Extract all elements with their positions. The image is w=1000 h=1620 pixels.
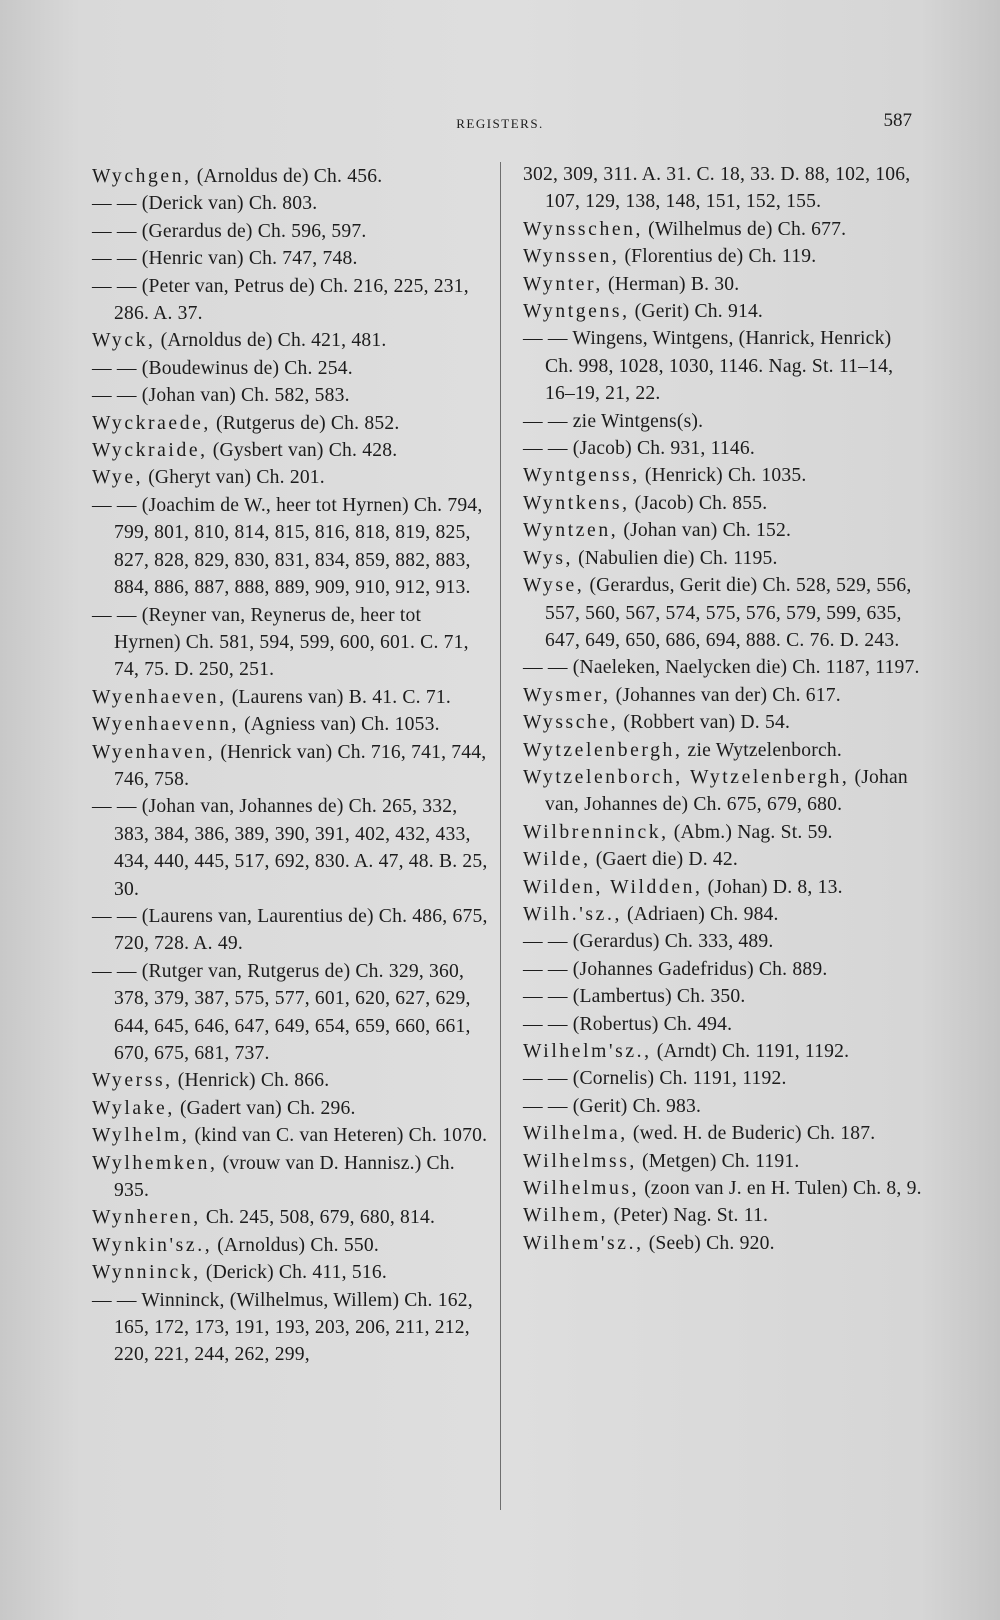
- entry-headword: Wylake,: [92, 1097, 175, 1119]
- entry-references: (kind van C. van Heteren) Ch. 1070.: [189, 1125, 488, 1147]
- entry-headword: Wytzelenbergh,: [523, 739, 683, 761]
- entry-references: zie Wytzelenborch.: [682, 739, 842, 761]
- entry-headword: Wilden, Wildden,: [523, 876, 703, 898]
- index-entry: [523, 216, 923, 243]
- index-entry: [523, 1011, 923, 1038]
- entry-headword: Wyckraide,: [92, 440, 208, 462]
- entry-headword: Wilbrenninck,: [523, 821, 669, 843]
- index-entry: [523, 874, 923, 901]
- entry-references: (Wilhelmus de) Ch. 677.: [643, 218, 847, 240]
- entry-headword: Wyntzen,: [523, 520, 619, 542]
- index-entry: [523, 819, 923, 846]
- index-entry: [523, 682, 923, 709]
- index-entry: [523, 462, 923, 489]
- index-entry: [92, 684, 492, 711]
- entry-references: — — (Gerardus de) Ch. 596, 597.: [92, 220, 367, 242]
- entry-references: (Gerardus, Gerit die) Ch. 528, 529, 556, 557, 560, 567, 574, 575, 576, 579, 599, 635, 647, 649, 650, 686, 694, 888. C. 76. D. 243.: [545, 575, 912, 651]
- index-entry: [92, 711, 492, 738]
- entry-headword: Wyenhaven,: [92, 741, 216, 763]
- index-entry: [92, 163, 492, 190]
- index-entry: [92, 382, 492, 409]
- index-entry: [92, 492, 492, 602]
- entry-references: — — (Robertus) Ch. 494.: [523, 1013, 733, 1035]
- entry-references: (Gysbert van) Ch. 428.: [207, 440, 398, 462]
- entry-references: — — (Reyner van, Reynerus de, heer tot Hyrnen) Ch. 581, 594, 599, 600, 601. C. 71, 74, 75. D. 250, 251.: [92, 604, 469, 681]
- entry-references: — — (Johan van, Johannes de) Ch. 265, 332, 383, 384, 386, 389, 390, 391, 402, 432, 433, 434, 440, 445, 517, 692, 830. A. 47, 48. B. 25, 30.: [92, 796, 488, 900]
- entry-headword: Wylhemken,: [92, 1152, 218, 1174]
- index-entry: [523, 764, 923, 819]
- entry-references: — — (Johan van) Ch. 582, 583.: [92, 385, 350, 407]
- entry-references: (Johan) D. 8, 13.: [702, 876, 843, 898]
- entry-references: (vrouw van D. Hannisz.) Ch. 935.: [114, 1152, 455, 1202]
- entry-references: — — (Peter van, Petrus de) Ch. 216, 225, 231, 286. A. 37.: [92, 275, 469, 325]
- entry-headword: Wychgen,: [92, 166, 192, 187]
- index-entry: [523, 243, 923, 270]
- index-entry: [92, 355, 492, 382]
- index-entry: [523, 956, 923, 983]
- page-header: [0, 108, 1000, 138]
- entry-references: (Henrick van) Ch. 716, 741, 744, 746, 758.: [114, 741, 487, 790]
- entry-headword: Wilhelm'sz.,: [523, 1041, 652, 1062]
- index-entry: [92, 190, 492, 217]
- index-entry: [92, 1095, 492, 1122]
- index-entry: [523, 545, 923, 572]
- entry-references: (Florentius de) Ch. 119.: [619, 246, 817, 268]
- entry-headword: Wyntgenss,: [523, 465, 640, 487]
- index-entry: [523, 1175, 923, 1202]
- entry-references: (Herman) B. 30.: [602, 273, 740, 295]
- entry-references: — — (Gerit) Ch. 983.: [523, 1095, 702, 1117]
- entry-references: (zoon van J. en H. Tulen) Ch. 8, 9.: [639, 1178, 922, 1200]
- entry-references: — — (Laurens van, Laurentius de) Ch. 486, 675, 720, 728. A. 49.: [92, 905, 488, 955]
- index-entry: [523, 572, 923, 654]
- entry-headword: Wilhem'sz.,: [523, 1232, 644, 1254]
- index-entry: [92, 1150, 492, 1205]
- entry-headword: Wyck,: [92, 330, 156, 352]
- entry-references: (Agniess van) Ch. 1053.: [238, 714, 440, 736]
- entry-references: (Arnoldus de) Ch. 421, 481.: [155, 330, 387, 352]
- entry-headword: Wilhelmus,: [523, 1178, 640, 1200]
- entry-references: — — Winninck, (Wilhelmus, Willem) Ch. 162, 165, 172, 173, 191, 193, 203, 206, 211, 212, 220, 221, 244, 262, 299,: [92, 1289, 473, 1366]
- index-entry: [92, 327, 492, 354]
- index-entry: [92, 602, 492, 684]
- entry-references: (Henrick) Ch. 1035.: [639, 465, 807, 487]
- entry-headword: Wys,: [523, 547, 574, 569]
- entry-references: (Jacob) Ch. 855.: [629, 492, 768, 514]
- entry-headword: Wynsschen,: [523, 218, 644, 240]
- index-entry: [523, 983, 923, 1010]
- index-entry: [523, 1038, 923, 1065]
- index-entry: [523, 1148, 923, 1175]
- entry-references: — — (Cornelis) Ch. 1191, 1192.: [523, 1068, 787, 1090]
- entry-headword: Wilhelma,: [523, 1123, 628, 1145]
- entry-references: (Johan van) Ch. 152.: [618, 520, 792, 542]
- index-entry: [523, 408, 923, 435]
- index-entry: [523, 1202, 923, 1229]
- entry-references: — — Wingens, Wintgens, (Hanrick, Henrick) Ch. 998, 1028, 1030, 1146. Nag. St. 11–14, 16–19, 21, 22.: [523, 328, 894, 405]
- entry-headword: Wilde,: [523, 849, 591, 871]
- entry-references: (Gheryt van) Ch. 201.: [143, 467, 325, 489]
- entry-references: (Derick) Ch. 411, 516.: [200, 1262, 387, 1284]
- entry-headword: Wysmer,: [523, 684, 611, 706]
- index-entry: [523, 928, 923, 955]
- column-divider: [500, 162, 501, 1510]
- page-number: 587: [883, 110, 912, 131]
- entry-headword: Wyerss,: [92, 1070, 173, 1092]
- index-entry: [523, 1230, 923, 1257]
- entry-headword: Wyssche,: [523, 712, 619, 734]
- index-entry: [92, 1204, 492, 1231]
- entry-references: (Abm.) Nag. St. 59.: [668, 821, 833, 843]
- index-entry: [523, 709, 923, 736]
- entry-references: (Seeb) Ch. 920.: [643, 1232, 775, 1254]
- index-entry: [523, 435, 923, 462]
- entry-references: (Johan van, Johannes de) Ch. 675, 679, 680.: [545, 766, 908, 816]
- index-entry: [523, 846, 923, 873]
- entry-references: 302, 309, 311. A. 31. C. 18, 33. D. 88, 102, 106, 107, 129, 138, 148, 151, 152, 155.: [523, 164, 911, 213]
- index-entry: [523, 298, 923, 325]
- index-entry: [92, 437, 492, 464]
- entry-headword: Wylhelm,: [92, 1125, 190, 1147]
- entry-references: (Johannes van der) Ch. 617.: [610, 684, 841, 706]
- entry-references: (Laurens van) B. 41. C. 71.: [226, 686, 451, 708]
- index-entry: [523, 654, 923, 681]
- entry-headword: Wynter,: [523, 273, 603, 295]
- running-title: REGISTERS.: [456, 116, 544, 131]
- index-entry: [92, 410, 492, 437]
- entry-references: (Arnoldus de) Ch. 456.: [191, 166, 383, 187]
- entry-references: (Henrick) Ch. 866.: [172, 1070, 330, 1092]
- entry-references: (Gaert die) D. 42.: [590, 849, 739, 871]
- entry-references: (Adriaen) Ch. 984.: [621, 903, 779, 925]
- index-entry: [523, 1093, 923, 1120]
- index-entry: [523, 1120, 923, 1147]
- left-column: [92, 163, 492, 1369]
- index-entry: [523, 271, 923, 298]
- index-entry: [92, 903, 492, 958]
- index-entry: [92, 1067, 492, 1094]
- index-entry: [92, 218, 492, 245]
- index-entry: [523, 737, 923, 764]
- entry-headword: Wyntgens,: [523, 301, 630, 323]
- index-entry: [92, 464, 492, 491]
- entry-references: (Arnoldus) Ch. 550.: [212, 1234, 379, 1256]
- entry-headword: Wytzelenborch, Wytzelenbergh,: [523, 766, 850, 788]
- entry-headword: Wilhem,: [523, 1205, 609, 1227]
- entry-references: (Robbert van) D. 54.: [618, 712, 791, 734]
- right-column: [523, 161, 923, 1257]
- index-entry: [523, 1065, 923, 1092]
- entry-headword: Wynninck,: [92, 1262, 201, 1284]
- entry-references: (Gadert van) Ch. 296.: [174, 1097, 356, 1119]
- index-entry: [523, 901, 923, 928]
- entry-references: Ch. 245, 508, 679, 680, 814.: [200, 1207, 436, 1229]
- entry-references: — — (Rutger van, Rutgerus de) Ch. 329, 360, 378, 379, 387, 575, 577, 601, 620, 627, 629, 644, 645, 646, 647, 649, 654, 659, 660, 661, 670, 675, 681, 737.: [92, 960, 471, 1064]
- entry-references: — — (Naeleken, Naelycken die) Ch. 1187, 1197.: [523, 657, 920, 679]
- index-entry: [92, 1122, 492, 1149]
- index-entry: [92, 245, 492, 272]
- entry-references: (Arndt) Ch. 1191, 1192.: [651, 1041, 850, 1062]
- index-entry: [92, 1232, 492, 1259]
- index-entry: [92, 1259, 492, 1286]
- entry-headword: Wyntkens,: [523, 492, 630, 514]
- index-entry: [523, 325, 923, 407]
- index-entry: [92, 273, 492, 328]
- entry-headword: Wynkin'sz.,: [92, 1234, 213, 1256]
- entry-references: — — (Jacob) Ch. 931, 1146.: [523, 438, 755, 460]
- entry-references: (Peter) Nag. St. 11.: [608, 1205, 769, 1227]
- entry-references: (Metgen) Ch. 1191.: [636, 1150, 800, 1172]
- index-entry: [523, 161, 923, 216]
- index-entry: [523, 517, 923, 544]
- entry-headword: Wyenhaeven,: [92, 686, 227, 708]
- entry-references: — — (Joachim de W., heer tot Hyrnen) Ch. 794, 799, 801, 810, 814, 815, 816, 818, 819, 825, 827, 828, 829, 830, 831, 834, 859, 882, 883, 884, 886, 887, 888, 889, 909, 910, 912, 913.: [92, 494, 483, 599]
- entry-references: — — zie Wintgens(s).: [523, 410, 704, 432]
- index-entry: [92, 1287, 492, 1369]
- entry-references: (wed. H. de Buderic) Ch. 187.: [627, 1123, 876, 1145]
- entry-headword: Wynheren,: [92, 1207, 201, 1229]
- entry-references: — — (Boudewinus de) Ch. 254.: [92, 357, 353, 379]
- entry-references: — — (Gerardus) Ch. 333, 489.: [523, 931, 774, 953]
- entry-references: (Nabulien die) Ch. 1195.: [573, 547, 778, 569]
- entry-references: — — (Derick van) Ch. 803.: [92, 193, 318, 215]
- entry-headword: Wyenhaevenn,: [92, 714, 239, 736]
- index-entry: [92, 958, 492, 1068]
- entry-headword: Wilh.'sz.,: [523, 903, 622, 925]
- entry-references: — — (Johannes Gadefridus) Ch. 889.: [523, 958, 828, 980]
- index-entry: [92, 739, 492, 794]
- entry-references: (Rutgerus de) Ch. 852.: [210, 412, 400, 434]
- entry-headword: Wynssen,: [523, 246, 620, 268]
- entry-headword: Wye,: [92, 467, 144, 489]
- entry-references: — — (Lambertus) Ch. 350.: [523, 986, 746, 1008]
- entry-headword: Wyckraede,: [92, 412, 211, 434]
- index-entry: [523, 490, 923, 517]
- index-entry: [92, 793, 492, 903]
- entry-references: — — (Henric van) Ch. 747, 748.: [92, 248, 358, 270]
- entry-headword: Wyse,: [523, 575, 585, 597]
- entry-references: (Gerit) Ch. 914.: [629, 301, 764, 323]
- entry-headword: Wilhelmss,: [523, 1150, 637, 1172]
